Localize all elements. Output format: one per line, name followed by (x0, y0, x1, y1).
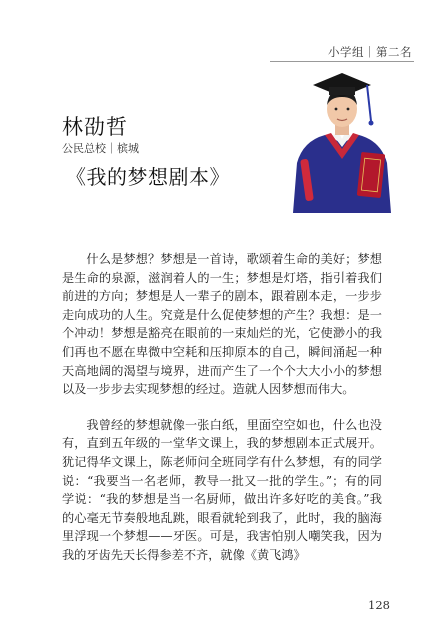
author-name: 林劭哲 (62, 115, 128, 139)
page-number: 128 (368, 598, 390, 612)
graduate-portrait-icon (283, 63, 401, 213)
author-school: 公民总校｜槟城 (62, 142, 139, 155)
essay-title: 《我的梦想剧本》 (66, 165, 230, 189)
essay-paragraph: 我曾经的梦想就像一张白纸，里面空空如也，什么也没有，直到五年级的一堂华文课上，我的梦想剧本正式展开。犹记得华文课上，陈老师问全班同学有什么梦想，有的同学说：“我要当一名老师，教导一批又一批的学生。”；有的同学说：“我的梦想是当一名厨师，做出许多好吃的美食。”我的心毫无节奏般地乱跳，眼看就轮到我了，此时，我的脑海里浮现一个梦想——牙医。可是，我害怕别人嘲笑我，因为我的牙齿先天长得参差不齐，就像《黄飞鸿》 (62, 417, 382, 562)
section-tag: 小学组｜第二名 (328, 45, 412, 59)
header-divider (270, 61, 414, 62)
essay-paragraph: 什么是梦想？梦想是一首诗，歌颂着生命的美好；梦想是生命的泉源，滋润着人的一生；梦想是灯塔，指引着我们前进的方向；梦想是人一辈子的剧本，跟着剧本走，一步步走向成功的人生。究竟是什么促使梦想的产生？我想：是一个冲动！梦想是豁亮在眼前的一束灿烂的光，它使渺小的我们再也不愿在卑微中空耗和压抑原本的自己，瞬间涌起一种天高地阔的渴望与境界，进而产生了一个个大大小小的梦想以及一步步去实现梦想的经过。造就人因梦想而伟大。 (62, 252, 382, 397)
essay-body (62, 250, 382, 565)
